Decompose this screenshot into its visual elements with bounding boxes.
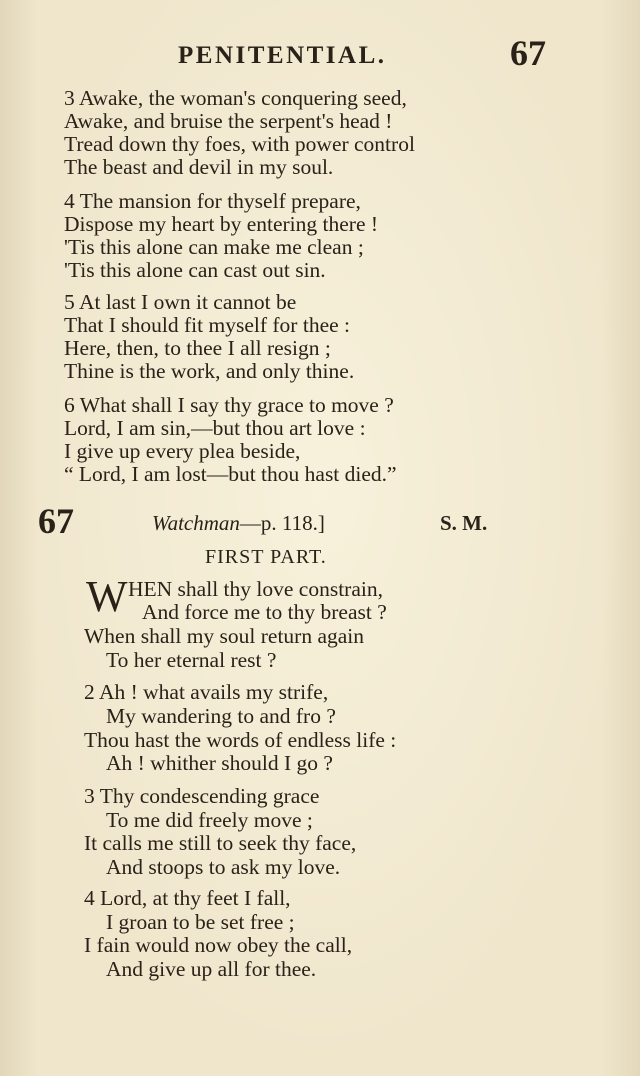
- stanza-line: And stoops to ask my love.: [106, 855, 341, 879]
- part-heading: FIRST PART.: [205, 546, 327, 568]
- stanza-line: And force me to thy breast ?: [142, 600, 387, 624]
- stanza-line: I fain would now obey the call,: [84, 933, 353, 957]
- stanza-line: Here, then, to thee I all resign ;: [64, 336, 331, 360]
- stanza-line: 'Tis this alone can make me clean ;: [64, 235, 364, 259]
- meter: S. M.: [440, 511, 488, 535]
- tune-page-ref: —p. 118.]: [239, 511, 325, 535]
- stanza-line: Dispose my heart by entering there !: [64, 212, 379, 236]
- stanza-line: The beast and devil in my soul.: [64, 155, 334, 179]
- stanza-line: Tread down thy foes, with power control: [64, 132, 415, 156]
- stanza-line: It calls me still to seek thy face,: [84, 831, 357, 855]
- stanza-line: I give up every plea beside,: [64, 439, 301, 463]
- stanza-line: To her eternal rest ?: [106, 648, 277, 672]
- stanza-line: Ah ! whither should I go ?: [106, 751, 333, 775]
- tune-name: Watchman: [152, 511, 240, 535]
- drop-cap: W: [86, 572, 128, 621]
- running-head: PENITENTIAL.: [178, 42, 387, 69]
- stanza-line: 3 Awake, the woman's conquering seed,: [64, 86, 407, 110]
- stanza-line: Lord, I am sin,—but thou art love :: [64, 416, 366, 440]
- stanza-line: Awake, and bruise the serpent's head !: [64, 109, 393, 133]
- stanza-line: HEN shall thy love constrain,: [128, 577, 383, 601]
- tune-reference: [152, 511, 325, 536]
- stanza-line: 4 The mansion for thyself prepare,: [64, 189, 361, 213]
- stanza-line: 5 At last I own it cannot be: [64, 290, 297, 314]
- stanza-line: 'Tis this alone can cast out sin.: [64, 258, 326, 282]
- stanza-line: Thine is the work, and only thine.: [64, 359, 355, 383]
- stanza-line: 2 Ah ! what avails my strife,: [84, 680, 329, 704]
- stanza-line: Thou hast the words of endless life :: [84, 728, 397, 752]
- stanza-line: To me did freely move ;: [106, 808, 313, 832]
- stanza-line: That I should fit myself for thee :: [64, 313, 350, 337]
- stanza-line: I groan to be set free ;: [106, 910, 295, 934]
- stanza-line: 4 Lord, at thy feet I fall,: [84, 886, 291, 910]
- hymn-number: 67: [38, 501, 74, 541]
- page-number: 67: [510, 33, 546, 73]
- stanza-line: And give up all for thee.: [106, 957, 317, 981]
- stanza-line: 3 Thy condescending grace: [84, 784, 320, 808]
- stanza-line: 6 What shall I say thy grace to move ?: [64, 393, 394, 417]
- stanza-line: When shall my soul return again: [84, 624, 365, 648]
- stanza-line: “ Lord, I am lost—but thou hast died.”: [64, 462, 397, 486]
- stanza-line: My wandering to and fro ?: [106, 704, 336, 728]
